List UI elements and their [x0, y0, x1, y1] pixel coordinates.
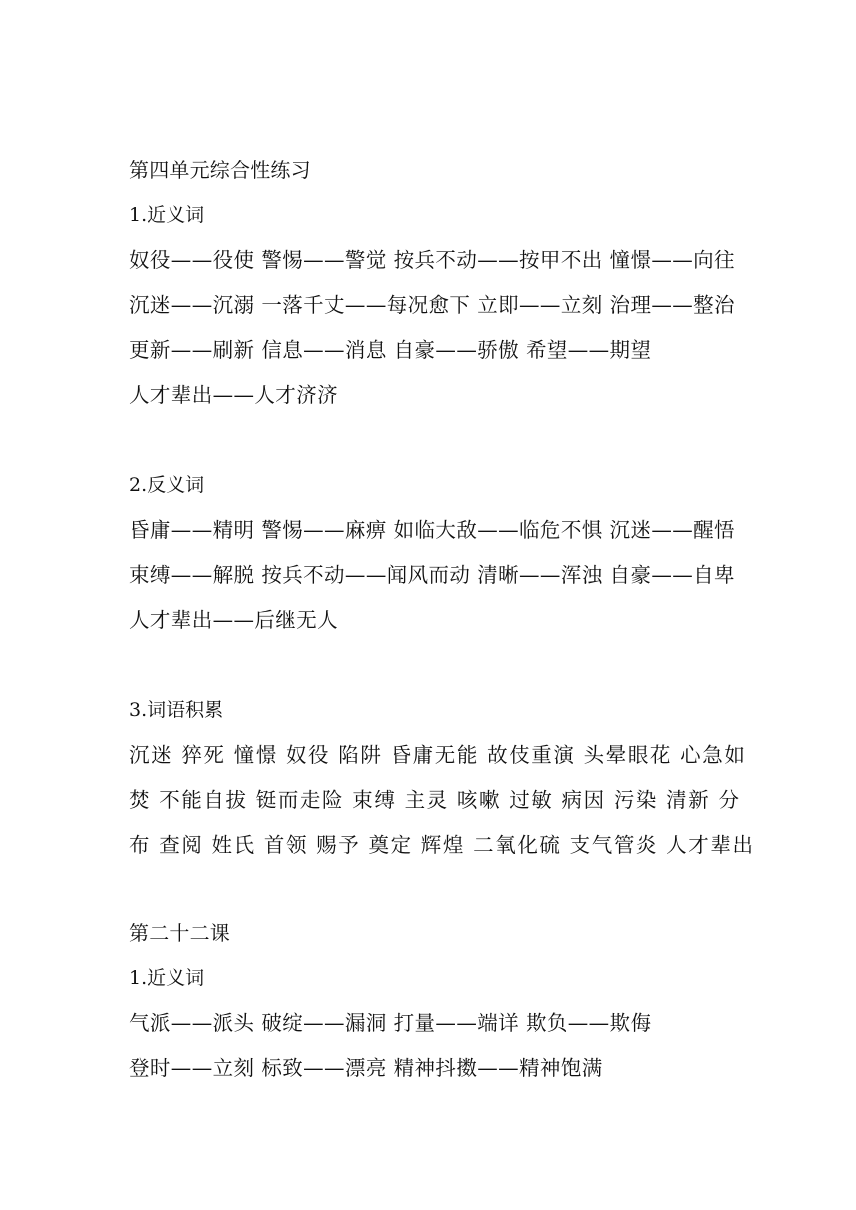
lesson-synonym-line: 气派——派头 破绽——漏洞 打量——端详 欺负——欺侮: [129, 1011, 652, 1035]
antonym-line: 昏庸——精明 警惕——麻痹 如临大敌——临危不惧 沉迷——醒悟: [129, 518, 735, 542]
page-title: 第四单元综合性练习: [129, 158, 311, 182]
lesson-title: 第二十二课: [129, 921, 230, 945]
synonym-line: 人才辈出——人才济济: [129, 383, 338, 407]
antonym-line: 人才辈出——后继无人: [129, 608, 338, 632]
synonym-line: 更新——刷新 信息——消息 自豪——骄傲 希望——期望: [129, 338, 652, 362]
synonym-line: 奴役——役使 警惕——警觉 按兵不动——按甲不出 憧憬——向往: [129, 248, 735, 272]
vocabulary-line: 布 查阅 姓氏 首领 赐予 奠定 辉煌 二氧化硫 支气管炎 人才辈出: [129, 833, 755, 857]
synonym-line: 沉迷——沉溺 一落千丈——每况愈下 立即——立刻 治理——整治: [129, 293, 735, 317]
section-heading-antonyms: 2.反义词: [129, 474, 205, 496]
vocabulary-line: 沉迷 猝死 憧憬 奴役 陷阱 昏庸无能 故伎重演 头晕眼花 心急如: [129, 743, 747, 767]
vocabulary-line: 焚 不能自拔 铤而走险 束缚 主灵 咳嗽 过敏 病因 污染 清新 分: [129, 788, 741, 812]
section-heading-synonyms: 1.近义词: [129, 204, 205, 226]
lesson-synonym-line: 登时——立刻 标致——漂亮 精神抖擞——精神饱满: [129, 1056, 603, 1080]
lesson-heading-synonyms: 1.近义词: [129, 967, 205, 989]
antonym-line: 束缚——解脱 按兵不动——闻风而动 清晰——浑浊 自豪——自卑: [129, 563, 735, 587]
section-heading-vocabulary: 3.词语积累: [129, 699, 224, 721]
